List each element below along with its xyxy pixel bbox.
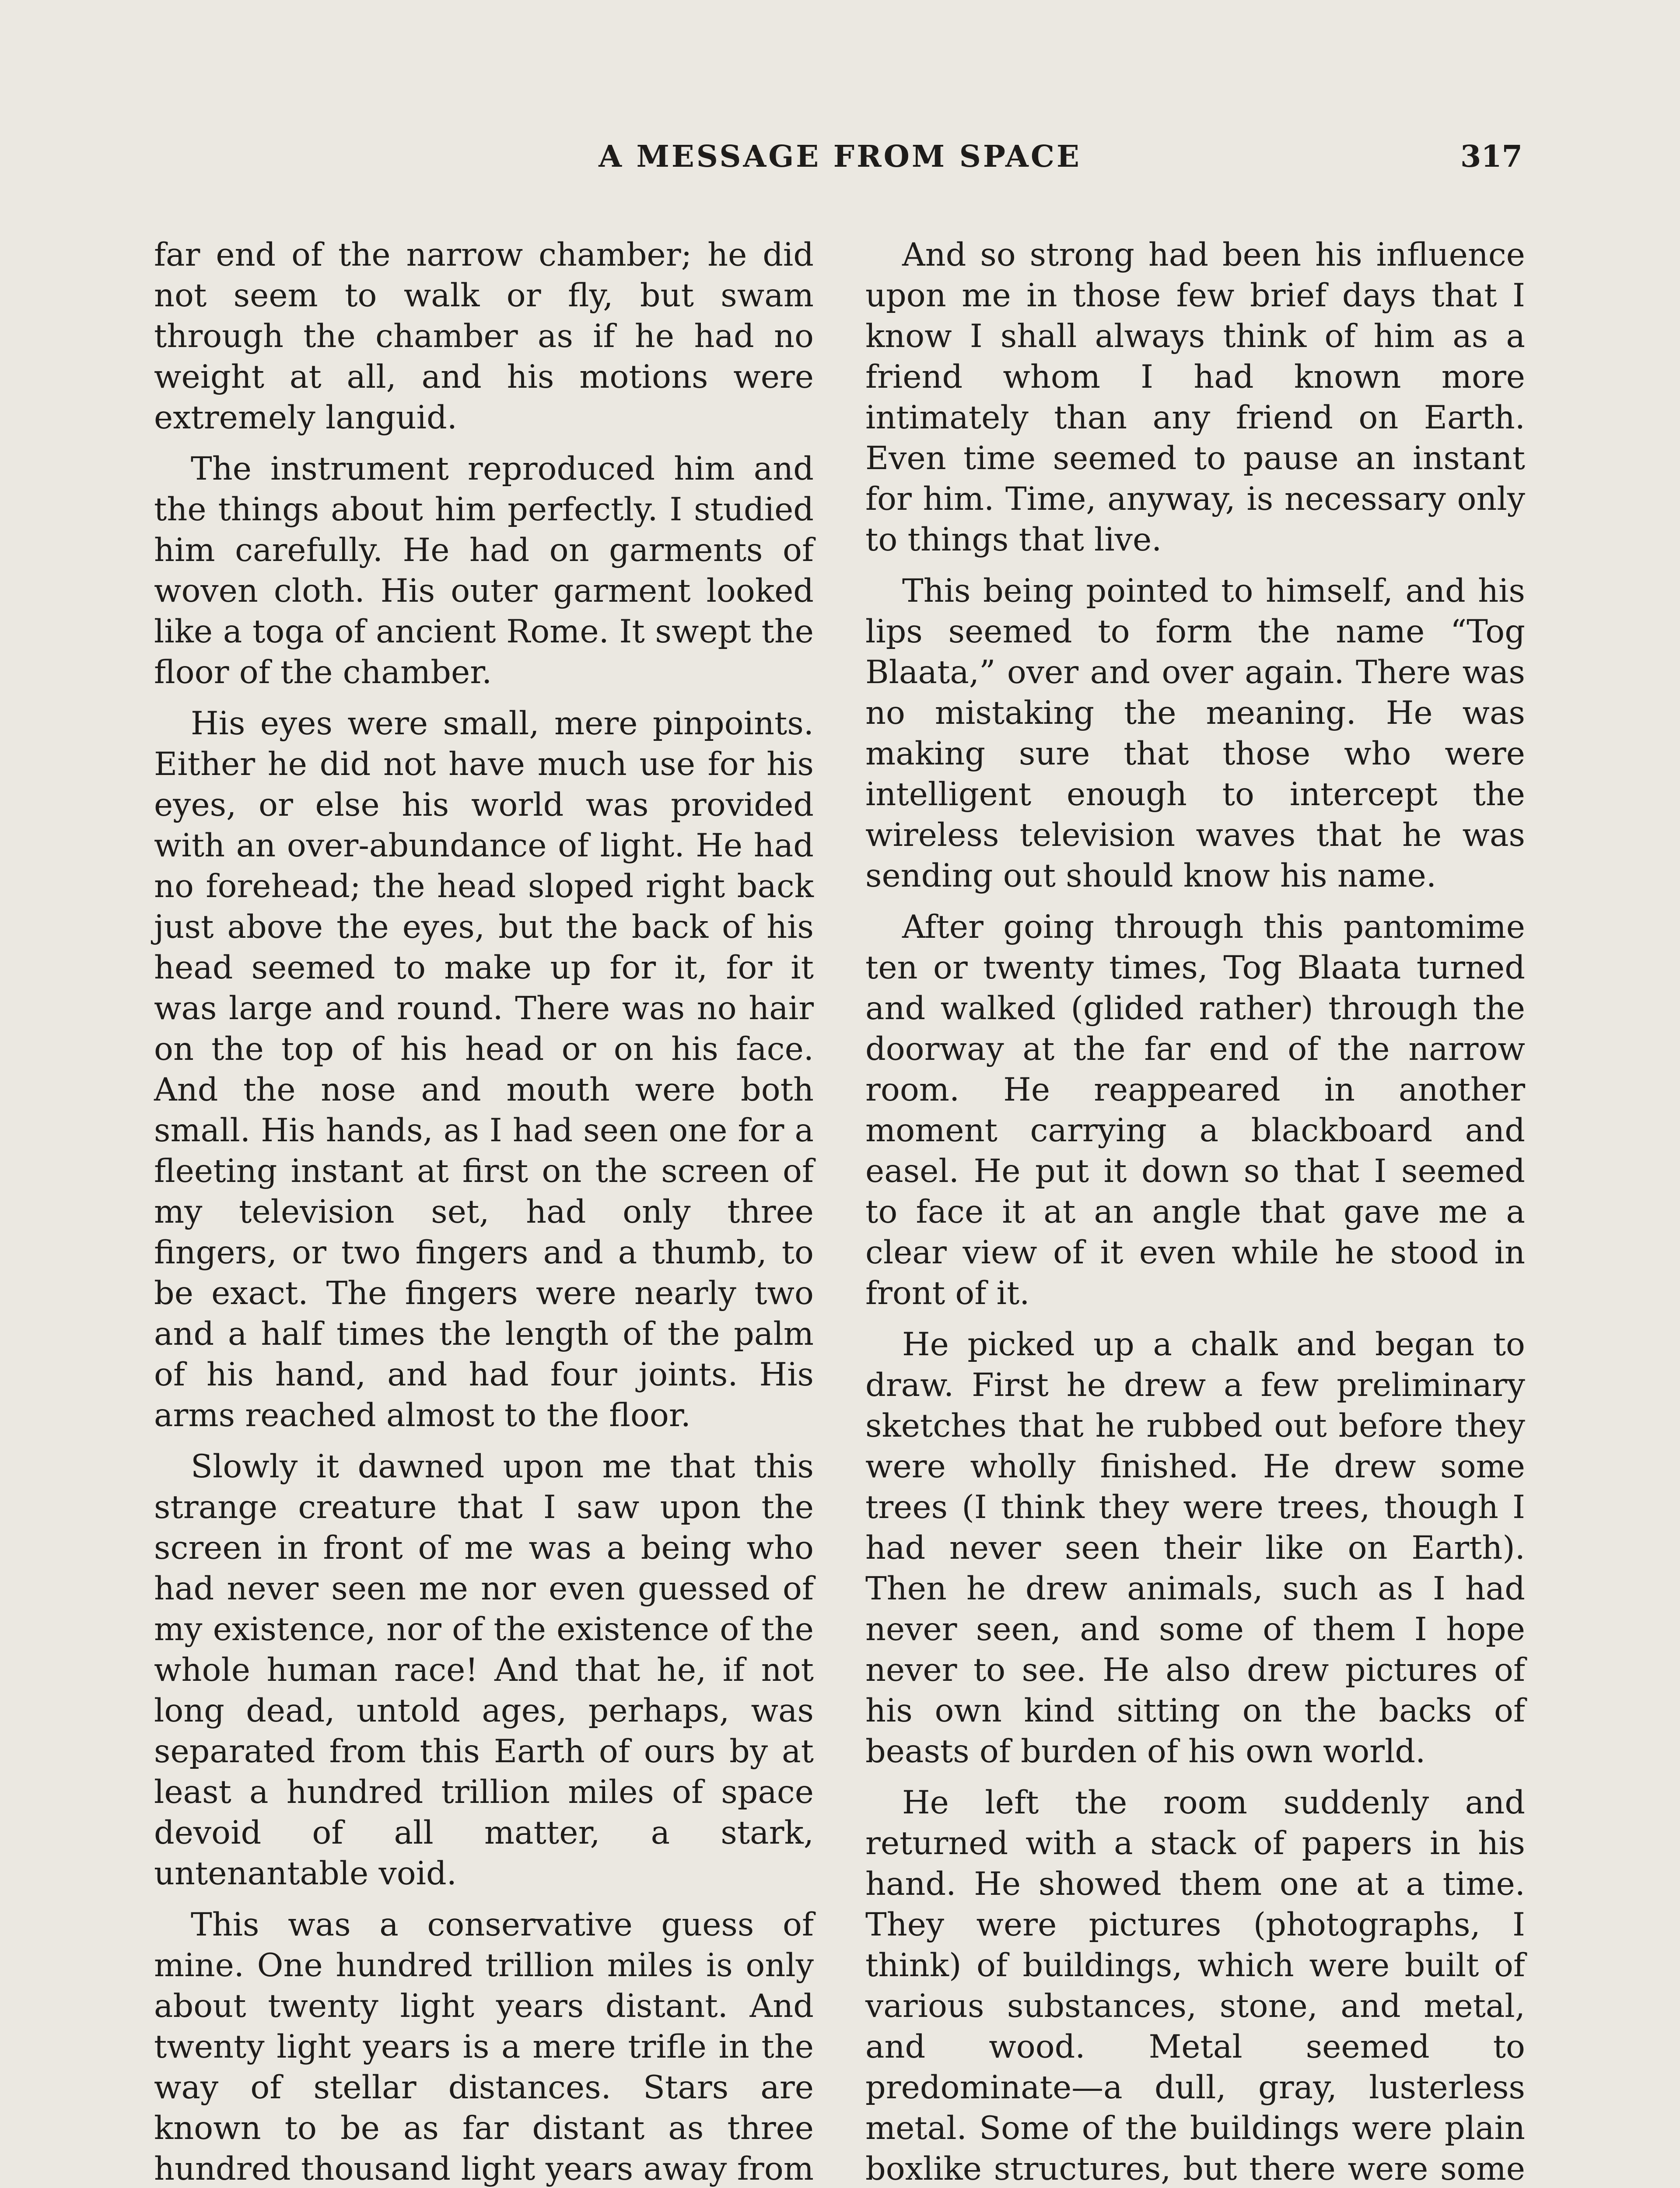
running-title: A MESSAGE FROM SPACE <box>598 139 1082 174</box>
paragraph: Slowly it dawned upon me that this strange creature that I saw upon the screen in front of me was a being who had never seen me nor even guessed of my existence, nor of the existence of the whole human race! And that he, if not long dead, untold ages, perhaps, was separated from this Earth of ours by at least a hundred trillion miles of space devoid of all matter, a stark, untenantable void. <box>154 1448 814 1892</box>
paragraph: This was a conservative guess of mine. One hundred trillion miles is only about twenty light years distant. And twenty light years is a mere trifle in the way of stellar distances. Stars are known to be as far distant as three hundred thousand light years away from <box>154 1906 814 2188</box>
paragraph: far end of the narrow chamber; he did not seem to walk or fly, but swam through the chamber as if he had no weight at all, and his motions were extremely languid. <box>154 236 814 436</box>
page-header <box>158 139 1522 183</box>
paragraph: After going through this pantomime ten or twenty times, Tog Blaata turned and walked (glided rather) through the doorway at the far end of the narrow room. He reappeared in another moment carrying a blackboard and easel. He put it down so that I seemed to face it at an angle that gave me a clear view of it even while he stood in front of it. <box>865 908 1525 1312</box>
paragraph: And so strong had been his influence upon me in those few brief days that I know I shall always think of him as a friend whom I had known more intimately than any friend on Earth. Even time seemed to pause an instant for him. Time, anyway, is necessary only to things that live. <box>865 236 1525 558</box>
paragraph: The instrument reproduced him and the things about him perfectly. I studied him carefully. He had on garments of woven cloth. His outer garment looked like a toga of ancient Rome. It swept the floor of the chamber. <box>154 450 814 691</box>
paragraph: His eyes were small, mere pinpoints. Either he did not have much use for his eyes, or else his world was provided with an over-abundance of light. He had no forehead; the head sloped right back just above the eyes, but the back of his head seemed to make up for it, for it was large and round. There was no hair on the top of his head or on his face. And the nose and mouth were both small. His hands, as I had seen one for a fleeting instant at first on the screen of my television set, had only three fingers, or two fingers and a thumb, to be exact. The fingers were nearly two and a half times the length of the palm of his hand, and had four joints. His arms reached almost to the floor. <box>154 705 814 1434</box>
page-number: 317 <box>1460 139 1522 174</box>
paragraph: He left the room suddenly and returned with a stack of papers in his hand. He showed them one at a time. They were pictures (photographs, I think) of buildings, which were built of various substances, stone, and metal, and wood. Metal seemed to predominate—a dull, gray, lusterless metal. Some of the buildings were plain boxlike structures, but there were some <box>865 1784 1525 2188</box>
left-text-column <box>154 235 814 2188</box>
right-text-column <box>865 235 1525 2188</box>
paragraph: This being pointed to himself, and his lips seemed to form the name “Tog Blaata,” over and over again. There was no mistaking the meaning. He was making sure that those who were intelligent enough to intercept the wireless television waves that he was sending out should know his name. <box>865 572 1525 894</box>
paragraph: He picked up a chalk and began to draw. First he drew a few preliminary sketches that he rubbed out before they were wholly finished. He drew some trees (I think they were trees, though I had never seen their like on Earth). Then he drew animals, such as I had never seen, and some of them I hope never to see. He also drew pictures of his own kind sitting on the backs of beasts of burden of his own world. <box>865 1326 1525 1770</box>
